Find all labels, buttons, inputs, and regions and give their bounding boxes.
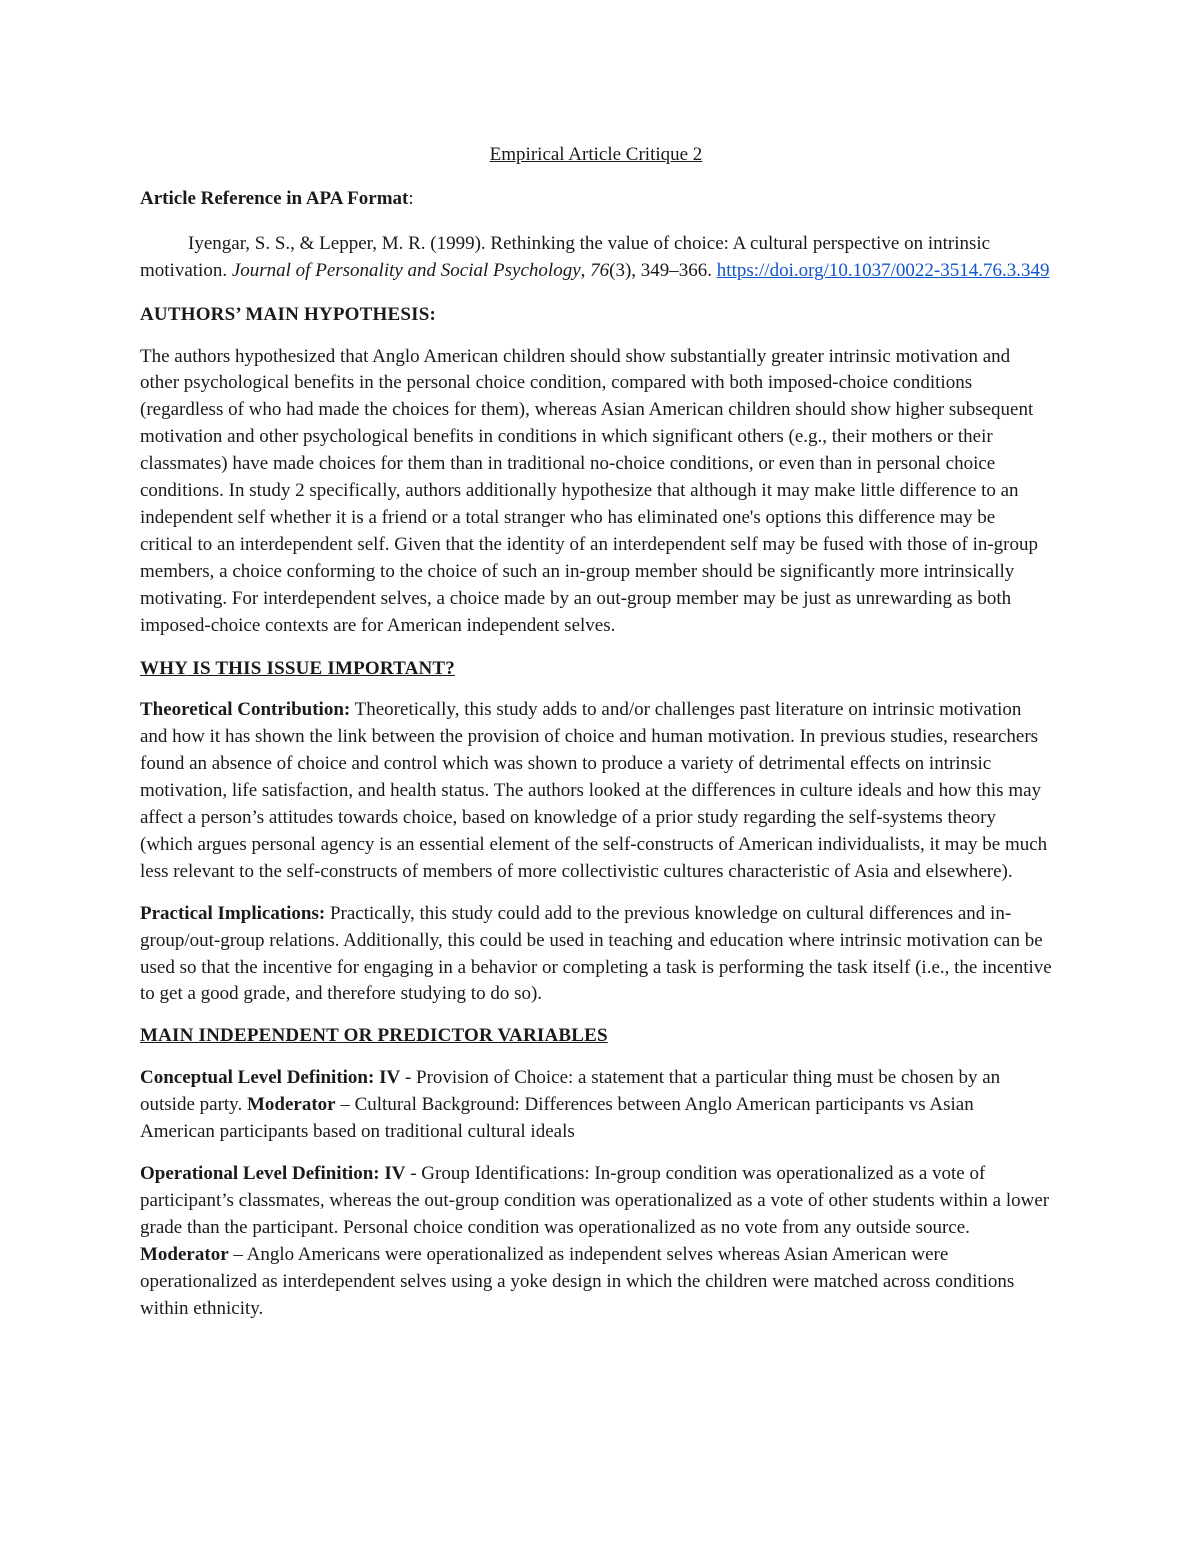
conceptual-moderator-text: – Cultural Background: Differences between Anglo American participants vs Asian American participants based on traditional cultural ideals: [140, 1094, 974, 1143]
reference-separator: ,: [580, 259, 591, 281]
reference-label-colon: :: [408, 187, 414, 209]
reference-volume: 76: [590, 259, 610, 281]
conceptual-moderator-label: Moderator: [246, 1094, 336, 1116]
theoretical-contribution-label: Theoretical Contribution:: [140, 699, 351, 721]
operational-moderator-text: – Anglo Americans were operationalized as independent selves whereas Asian American were operationalized as interdependent selves using a yoke design in which the children were matched across conditions within ethnicity.: [140, 1243, 1015, 1319]
document-title: Empirical Article Critique 2: [489, 144, 703, 165]
operational-moderator-label: Moderator: [140, 1243, 229, 1265]
conceptual-iv-text: - Provision of Choice: a statement that a particular thing must be chosen by an outside party.: [140, 1067, 1001, 1116]
reference-label: Article Reference in APA Format: [140, 187, 409, 209]
reference-journal: Journal of Personality and Social Psychology: [231, 259, 581, 281]
theoretical-contribution-paragraph: [140, 697, 1052, 885]
practical-implications-label: Practical Implications:: [140, 902, 326, 924]
practical-implications-text: Practically, this study could add to the previous knowledge on cultural differences and in-group/out-group relations. Additionally, this could be used in teaching and education where intrinsic motivation can be used so that the incentive for engaging in a behavior or completing a task is performing the task itself (i.e., the incentive to get a good grade, and therefore studying to do so).: [140, 902, 1052, 1005]
reference-authors-title: Iyengar, S. S., & Lepper, M. R. (1999). Rethinking the value of choice: A cultural perspective on intrinsic motivation.: [140, 232, 991, 281]
operational-definition-paragraph: [140, 1161, 1052, 1322]
conceptual-iv-label: IV: [374, 1067, 401, 1089]
importance-heading: WHY IS THIS ISSUE IMPORTANT?: [140, 657, 455, 679]
operational-definition-label: Operational Level Definition:: [140, 1163, 380, 1184]
reference-label-line: [140, 186, 1052, 213]
reference-doi-link[interactable]: https://doi.org/10.1037/0022-3514.76.3.349: [716, 259, 1050, 281]
theoretical-contribution-text: Theoretically, this study adds to and/or challenges past literature on intrinsic motivation and how it has shown the link between the provision of choice and human motivation. In previous studies, researchers found an absence of choice and control which was shown to produce a variety of detrimental effects on intrinsic motivation, life satisfaction, and health status. The authors looked at the differences in culture ideals and how this may affect a person’s attitudes towards choice, based on knowledge of a prior study regarding the self-systems theory (which argues personal agency is an essential element of the self-constructs of American individualists, it may be much less relevant to the self-constructs of members of more collectivistic cultures characteristic of Asia and elsewhere).: [140, 699, 1048, 882]
practical-implications-paragraph: [140, 901, 1052, 1009]
operational-iv-text: - Group Identifications: In-group condition was operationalized as a vote of participant’s classmates, whereas the out-group condition was operationalized as a vote of other students within a lower grade than the participant. Personal choice condition was operationalized as no vote from any outside source.: [140, 1163, 1050, 1238]
hypothesis-text: The authors hypothesized that Anglo American children should show substantially greater intrinsic motivation and other psychological benefits in the personal choice condition, compared with both imposed-choice conditions (regardless of who had made the choices for them), whereas Asian American children should show higher subsequent motivation and other psychological benefits in conditions in which significant others (e.g., their mothers or their classmates) have made choices for them than in traditional no-choice conditions, or even than in personal choice conditions. In study 2 specifically, authors additionally hypothesize that although it may make little difference to an independent self whether it is a friend or a total stranger who has eliminated one's options this difference may be critical to an interdependent self. Given that the identity of an interdependent self may be fused with those of in-group members, a choice conforming to the choice of such an in-group member should be significantly more intrinsically motivating. For interdependent selves, a choice made by an out-group member may be just as unrewarding as both imposed-choice contexts are for American independent selves.: [140, 345, 1039, 636]
conceptual-definition-label: Conceptual Level Definition:: [140, 1067, 375, 1089]
reference-citation: [140, 231, 1052, 285]
operational-iv-label: IV: [379, 1163, 406, 1184]
reference-issue-pages: (3), 349–366.: [609, 259, 717, 281]
conceptual-definition-paragraph: [140, 1065, 1052, 1146]
variables-heading: MAIN INDEPENDENT OR PREDICTOR VARIABLES: [140, 1025, 608, 1047]
hypothesis-heading: AUTHORS’ MAIN HYPOTHESIS:: [140, 303, 437, 325]
document-page: [140, 142, 1052, 1337]
